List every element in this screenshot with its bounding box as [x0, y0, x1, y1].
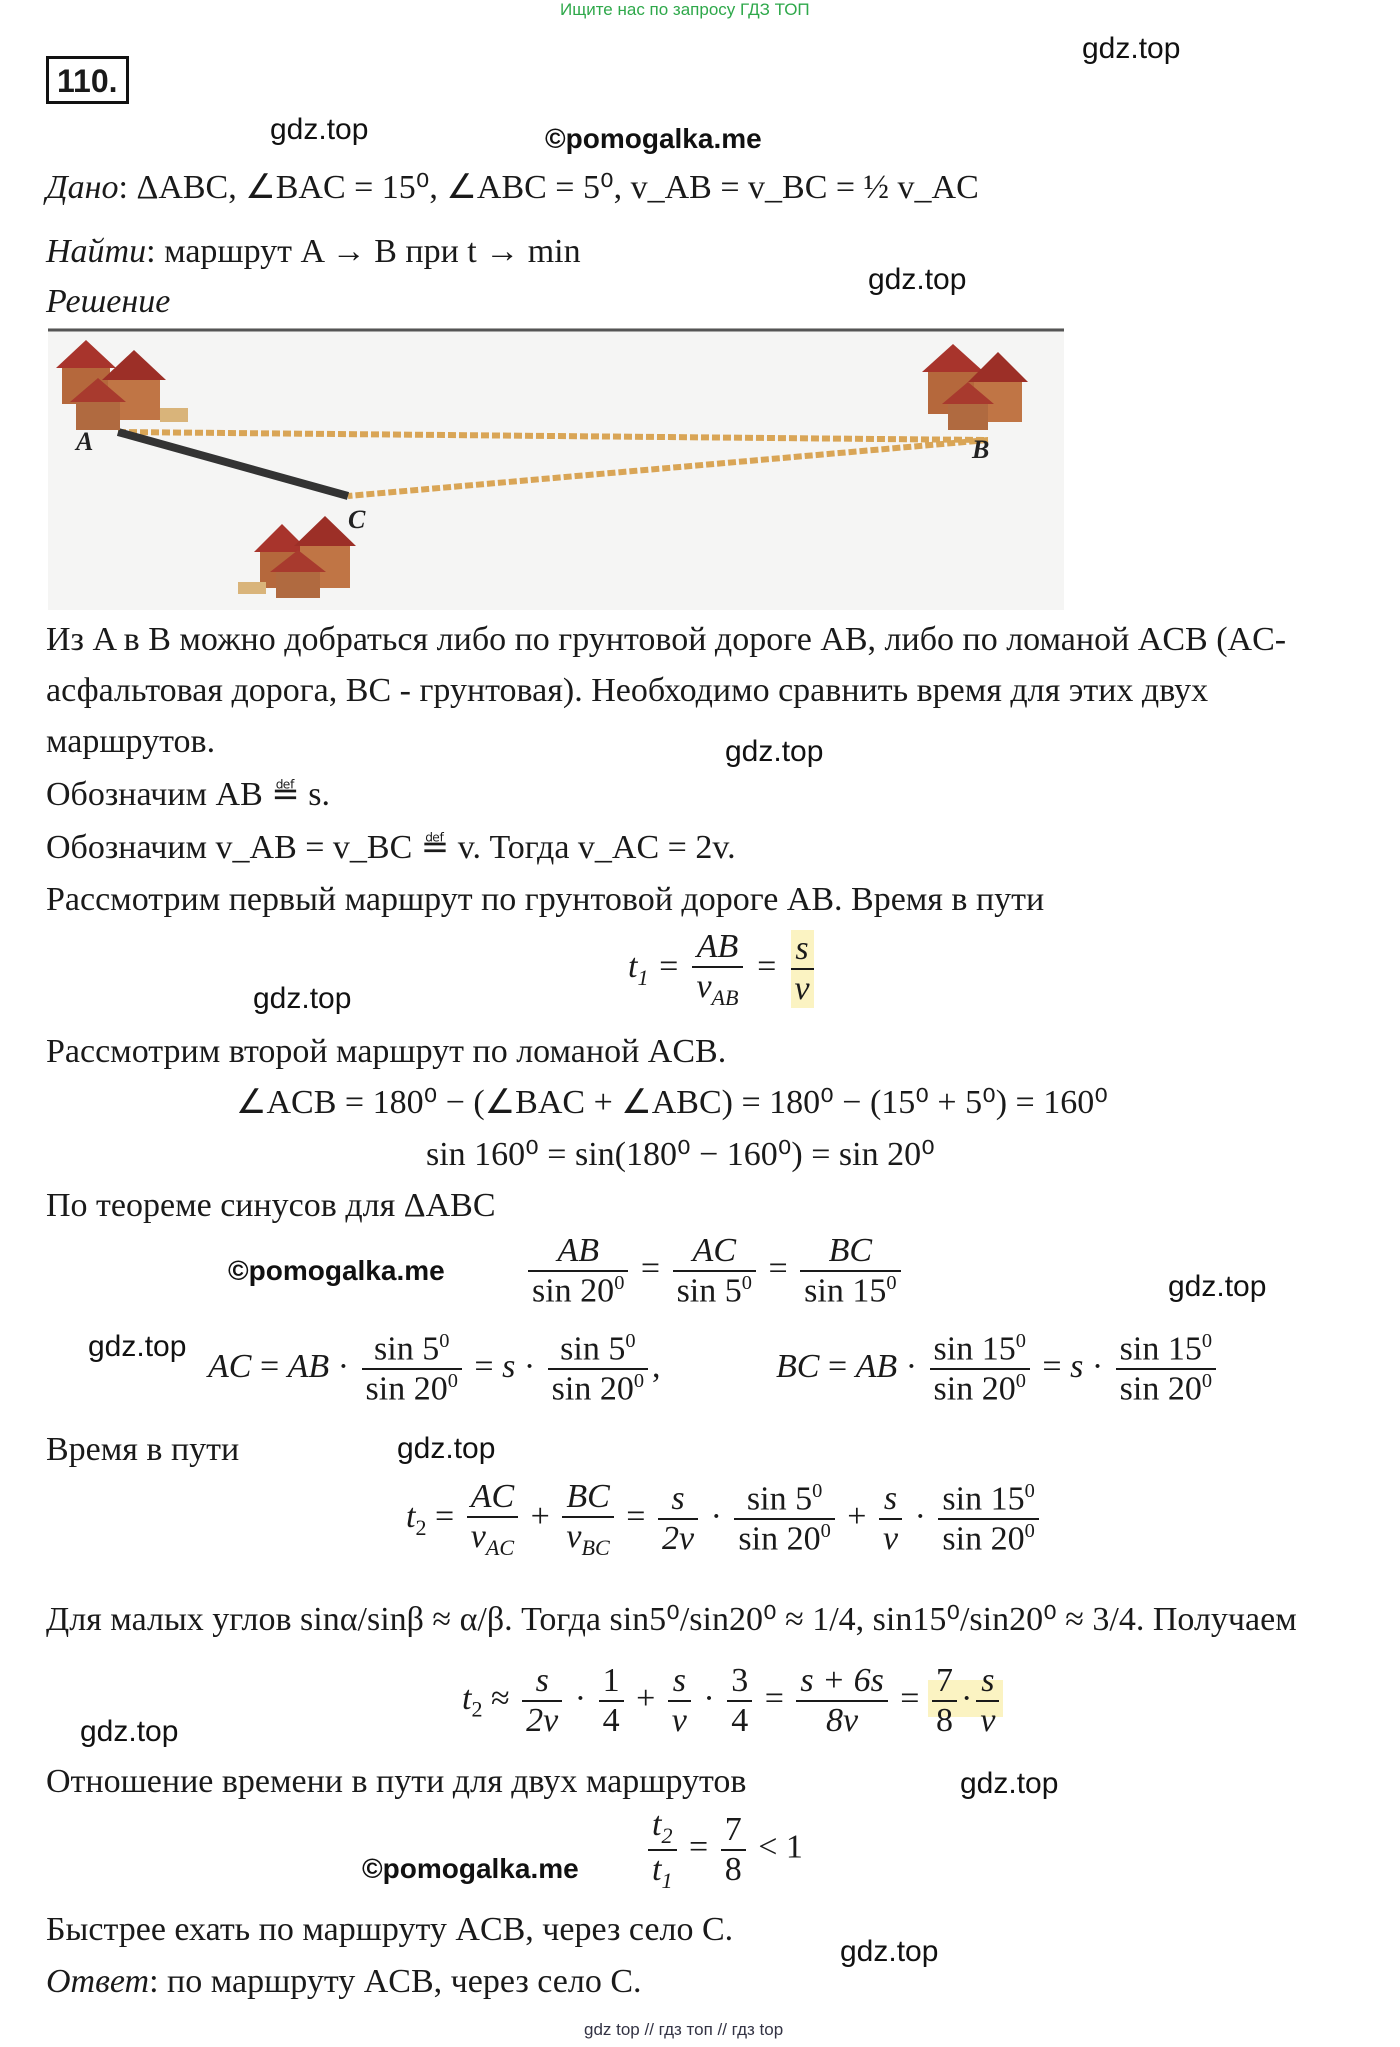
- watermark-pomogalka: ©pomogalka.me: [545, 123, 762, 154]
- fraction: $\frac{\sin 15^0}{\sin 20^0}$: [1116, 1330, 1216, 1409]
- formula-ac: AC = AB · $\frac{\sin 5^0}{\sin 20^0}$ = s · $\frac{\sin 5^0}{\sin 20^0}$ ,: [208, 1330, 661, 1408]
- footer-note: gdz top // гдз топ // гдз top: [584, 2020, 784, 2039]
- watermark-gdz: gdz.top: [960, 1767, 1059, 1800]
- fraction: $\frac{AC}{\sin 5^0}$: [673, 1232, 756, 1310]
- fraction: $\frac{AB}{\sin 20^0}$: [528, 1232, 628, 1310]
- fraction: $\frac{7}{8}$: [932, 1662, 957, 1740]
- paragraph-4: Рассмотрим первый маршрут по грунтовой дороге AB. Время в пути: [46, 881, 1045, 918]
- formula-t1: $t_1$ = $\frac{AB}{v_{AB}}$ = $\frac{s}{v}$: [628, 928, 818, 1011]
- fraction: $\frac{\sin 15^0}{\sin 20^0}$: [938, 1480, 1038, 1559]
- fraction: $\frac{t_2}{t_1}$: [648, 1806, 677, 1894]
- fraction: $\frac{3}{4}$: [727, 1662, 752, 1740]
- label-a: A: [76, 427, 94, 456]
- fraction: $\frac{s}{2v}$: [658, 1480, 698, 1558]
- fraction-highlighted: $\frac{s}{v}$: [791, 930, 814, 1008]
- fraction: $\frac{BC}{\sin 15^0}$: [800, 1232, 900, 1310]
- watermark-pomogalka: ©pomogalka.me: [362, 1853, 579, 1884]
- watermark-gdz: gdz.top: [270, 113, 369, 146]
- fraction: $\frac{\sin 15^0}{\sin 20^0}$: [930, 1330, 1030, 1409]
- label-c: C: [348, 505, 366, 534]
- paragraph-2: Обозначим AB ≝ s.: [46, 776, 330, 813]
- header-note: Ищите нас по запросу ГДЗ ТОП: [560, 0, 810, 19]
- fraction: $\frac{s}{v}$: [976, 1662, 999, 1740]
- fraction: $\frac{7}{8}$: [721, 1811, 746, 1889]
- paragraph-7: Время в пути: [46, 1431, 240, 1468]
- answer-text: по маршруту ACB, через село C.: [167, 1963, 642, 2000]
- formula-t2-approx: $t_2$ ≈ $\frac{s}{2v}$ · $\frac{1}{4}$ + $\frac{s}{v}$ · $\frac{3}{4}$ = $\frac{s + 6s}{8v}$ = $\frac{7}{8}$ · $\frac{s}{v}$: [462, 1662, 1003, 1740]
- route-picture: [48, 328, 1064, 610]
- fraction: $\frac{\sin 5^0}{\sin 20^0}$: [734, 1480, 834, 1559]
- answer-label: Ответ: [46, 1963, 150, 2000]
- watermark-gdz: gdz.top: [725, 735, 824, 768]
- fraction: $\frac{\sin 5^0}{\sin 20^0}$: [548, 1330, 648, 1409]
- paragraph-6: По теореме синусов для ΔABC: [46, 1187, 496, 1224]
- find-line: Найти: маршрут A → B при t → min: [46, 233, 581, 270]
- paragraph-5: Рассмотрим второй маршрут по ломаной ACB.: [46, 1033, 727, 1070]
- formula-bc: BC = AB · $\frac{\sin 15^0}{\sin 20^0}$ = s · $\frac{\sin 15^0}{\sin 20^0}$: [776, 1330, 1220, 1409]
- watermark-gdz: gdz.top: [88, 1330, 187, 1363]
- result-highlighted: $\frac{7}{8}$ · $\frac{s}{v}$: [928, 1680, 1003, 1717]
- given-text: ΔABC, ∠BAC = 15⁰, ∠ABC = 5⁰, v_AB = v_BC = ½ v_AC: [136, 169, 979, 206]
- fraction: $\frac{BC}{v_{BC}}$: [562, 1478, 613, 1561]
- fraction: $\frac{s + 6s}{8v}$: [796, 1662, 887, 1740]
- formula-t2: $t_2$ = $\frac{AC}{v_{AC}}$ + $\frac{BC}{v_{BC}}$ = $\frac{s}{2v}$ · $\frac{\sin 5^0}{\sin 20^0}$ + $\frac{s}{v}$ · $\frac{\sin 15^0}{\sin 20^0}$: [406, 1478, 1043, 1561]
- fraction: $\frac{s}{v}$: [668, 1662, 691, 1740]
- answer-line: Ответ: по маршруту ACB, через село C.: [46, 1963, 642, 2000]
- given-label: Дано: [46, 169, 119, 206]
- watermark-gdz: gdz.top: [397, 1432, 496, 1465]
- watermark-gdz: gdz.top: [253, 982, 352, 1015]
- watermark-gdz: gdz.top: [840, 1935, 939, 1968]
- find-label: Найти: [46, 233, 147, 270]
- fraction: $\frac{\sin 5^0}{\sin 20^0}$: [362, 1330, 462, 1409]
- label-b: B: [972, 435, 990, 464]
- given-line: Дано: ΔABC, ∠BAC = 15⁰, ∠ABC = 5⁰, v_AB = v_BC = ½ v_AC: [46, 169, 979, 206]
- find-text: маршрут A → B при t → min: [164, 233, 581, 270]
- formula-ratio: $\frac{t_2}{t_1}$ = $\frac{7}{8}$ < 1: [644, 1806, 803, 1894]
- paragraph-8: Для малых углов sinα/sinβ ≈ α/β. Тогда sin5⁰/sin20⁰ ≈ 1/4, sin15⁰/sin20⁰ ≈ 3/4. Получаем: [46, 1601, 1297, 1638]
- paragraph-10: Быстрее ехать по маршруту ACB, через село C.: [46, 1911, 734, 1948]
- paragraph-9: Отношение времени в пути для двух маршрутов: [46, 1763, 747, 1800]
- formula-angle: ∠ACB = 180⁰ − (∠BAC + ∠ABC) = 180⁰ − (15⁰ + 5⁰) = 160⁰: [236, 1084, 1108, 1121]
- paragraph-1-line-2: асфальтовая дорога, BC - грунтовая). Необходимо сравнить время для этих двух: [46, 672, 1209, 709]
- formula-sine-theorem: $\frac{AB}{\sin 20^0}$ = $\frac{AC}{\sin 5^0}$ = $\frac{BC}{\sin 15^0}$: [524, 1232, 905, 1310]
- watermark-gdz: gdz.top: [868, 263, 967, 296]
- formula-sin: sin 160⁰ = sin(180⁰ − 160⁰) = sin 20⁰: [426, 1136, 935, 1173]
- solution-label: Решение: [46, 283, 171, 320]
- watermark-gdz: gdz.top: [1168, 1270, 1267, 1303]
- watermark-gdz: gdz.top: [80, 1715, 179, 1748]
- watermark-gdz: gdz.top: [1082, 32, 1181, 65]
- problem-number: 110.: [46, 56, 129, 104]
- fraction: $\frac{1}{4}$: [599, 1662, 624, 1740]
- paragraph-1-line-1: Из A в B можно добраться либо по грунтовой дороге AB, либо по ломаной ACB (AC-: [46, 621, 1287, 658]
- fraction: $\frac{AB}{v_{AB}}$: [692, 928, 742, 1011]
- fraction: $\frac{s}{2v}$: [522, 1662, 562, 1740]
- paragraph-3: Обозначим v_AB = v_BC ≝ v. Тогда v_AC = 2v.: [46, 829, 736, 866]
- watermark-pomogalka: ©pomogalka.me: [228, 1255, 445, 1286]
- fraction: $\frac{s}{v}$: [879, 1480, 902, 1558]
- paragraph-1-line-3: маршрутов.: [46, 723, 216, 760]
- fraction: $\frac{AC}{v_{AC}}$: [467, 1478, 518, 1561]
